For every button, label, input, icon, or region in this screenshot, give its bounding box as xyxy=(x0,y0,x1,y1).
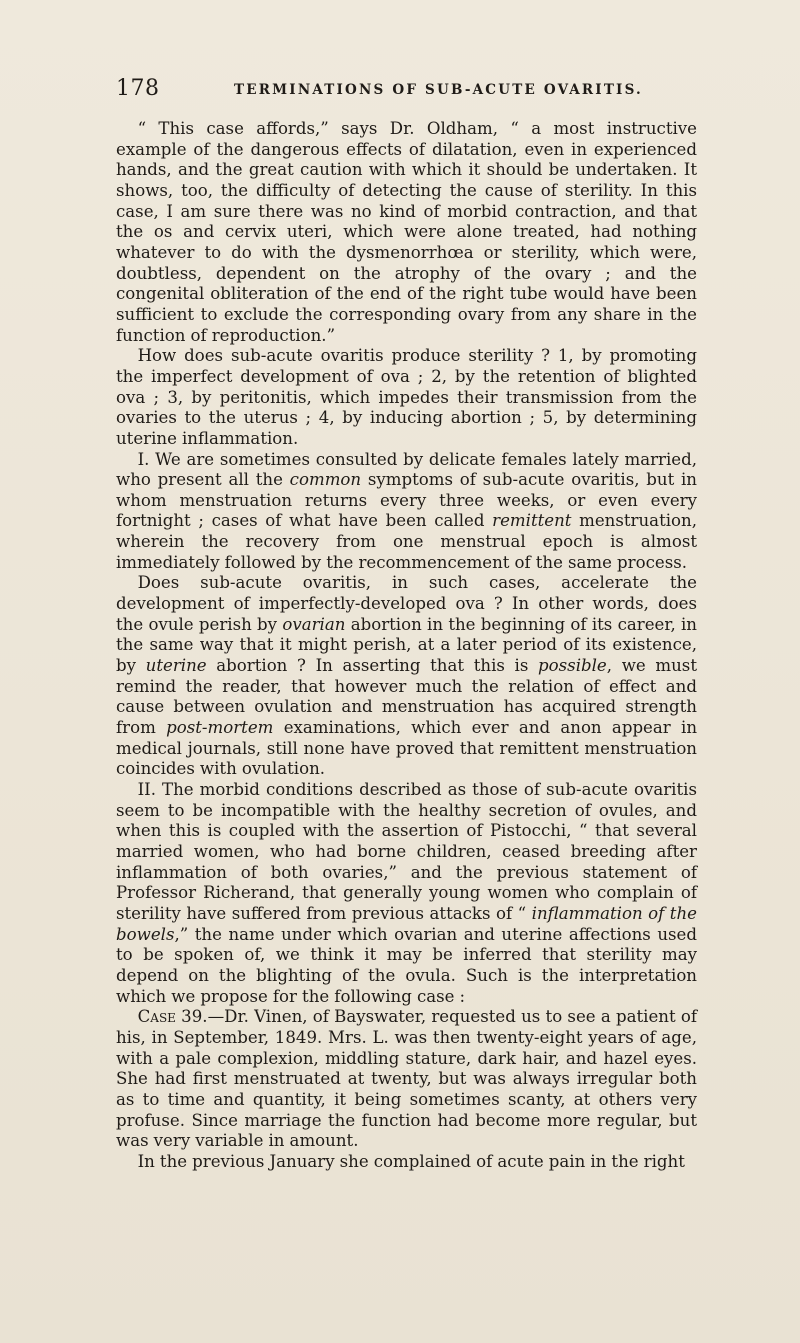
text-run: abortion in the beginning of its career, in the same way that it might perish, at a later period of its existence, by xyxy=(116,614,697,676)
text-run: Does sub-acute ovaritis, in such cases, accelerate the development of imperfectly-developed ova ? In other words, does the ovule perish by xyxy=(116,573,697,634)
case-label: Case 39. xyxy=(137,1007,208,1027)
running-title: TERMINATIONS OF SUB-ACUTE OVARITIS. xyxy=(234,82,643,98)
page-header xyxy=(116,76,716,106)
paragraph xyxy=(116,1007,697,1152)
text-run: ,” the name under which ovarian and uterine affections used to be spoken of, we think it may be inferred that sterility may depend on the blighting of the ovula. Such is the interpretation which we propose for the following case : xyxy=(116,924,697,1006)
text-run: “ This case affords,” says Dr. Oldham, “ a most instructive example of the dangerous effects of dilatation, even in experienced hands, and the great caution with which it should be undertaken. It shows, too, the difficulty of detecting the cause of sterility. In this case, I am sure there was no kind of morbid contraction, and that the os and cervix uteri, which were alone treated, had nothing whatever to do with the dysmenorrhœa or sterility, which were, doubtless, dependent on the atrophy of the ovary ; and the congenital obliteration of the end of the right tube would have been sufficient to exclude the corresponding ovary from any share in the function of reproduction.” xyxy=(116,119,697,345)
page-number: 178 xyxy=(116,76,160,101)
text-run: —Dr. Vinen, of Bayswater, requested us to see a patient of his, in September, 1849. Mrs. L. was then twenty-eight years of age, with a pale complexion, middling stature, dark hair, and hazel eyes. She had first menstruated at twenty, but was always irregular both as to time and quantity, it being sometimes scanty, at others very profuse. Since marriage the function had become more regular, but was very variable in amount. xyxy=(116,1007,697,1151)
italic-text: possible xyxy=(538,656,607,676)
paragraph xyxy=(116,119,697,346)
paragraph xyxy=(116,1152,697,1173)
body-text xyxy=(116,119,697,1172)
text-run: How does sub-acute ovaritis produce sterility ? 1, by promoting the imperfect development of ova ; 2, by the retention of blighted ova ; 3, by peritonitis, which impedes their transmission from the ovaries to the uterus ; 4, by inducing abortion ; 5, by determining uterine inflammation. xyxy=(116,346,697,448)
text-run: II. The morbid conditions described as those of sub-acute ovaritis seem to be incompatible with the healthy secretion of ovules, and when this is coupled with the assertion of Pistocchi, “ that several married women, who had borne children, ceased breeding after inflammation of both ovaries,” and the previous statement of Professor Richerand, that generally young women who complain of sterility have suffered from previous attacks of “ xyxy=(116,780,697,923)
text-run: In the previous January she complained of acute pain in the right xyxy=(137,1151,685,1171)
paragraph xyxy=(116,573,697,780)
text-run: , we must remind the reader, that however much the relation of effect and cause between ovulation and menstruation has acquired strength from xyxy=(116,656,697,738)
paragraph xyxy=(116,346,697,449)
text-run: abortion ? In asserting that this is xyxy=(206,656,539,676)
text-run: I. We are sometimes consulted by delicate females lately married, who present all the xyxy=(116,449,697,490)
italic-text: post-mortem xyxy=(166,718,274,738)
italic-text: inflammation of the bowels xyxy=(116,903,697,944)
paragraph xyxy=(116,450,697,574)
paragraph xyxy=(116,780,697,1007)
text-run: symptoms of sub-acute ovaritis, but in whom menstruation returns every three weeks, or even every fortnight ; cases of what have been called xyxy=(116,470,697,531)
italic-text: remittent xyxy=(492,511,572,531)
text-run: menstruation, wherein the recovery from one menstrual epoch is almost immediately followed by the recommencement of the same process. xyxy=(116,511,697,572)
italic-text: common xyxy=(289,470,362,490)
italic-text: uterine xyxy=(145,656,207,676)
italic-text: ovarian xyxy=(282,614,346,634)
text-run: examinations, which ever and anon appear in medical journals, still none have proved that remittent menstruation coincides with ovulation. xyxy=(116,718,698,779)
